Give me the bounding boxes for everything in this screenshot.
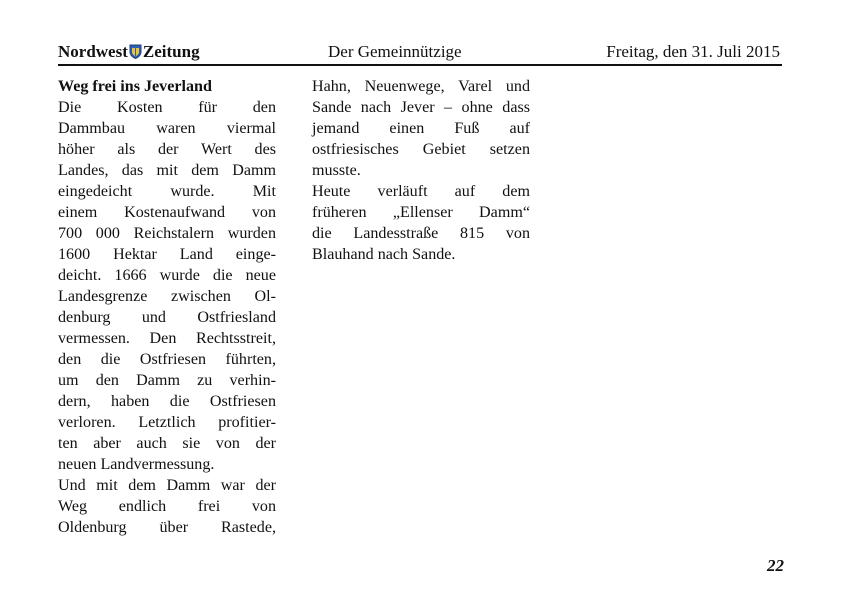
text-line: 700 000 Reichstalern wurden	[58, 225, 276, 242]
text-line: Oldenburg über Rastede,	[58, 519, 276, 536]
text-line: 1600 Hektar Land einge-	[58, 246, 276, 263]
article-title: Weg frei ins Jeverland	[58, 78, 212, 95]
text-line: ostfriesisches Gebiet setzen	[312, 141, 530, 158]
section-title: Der Gemeinnützige	[328, 42, 462, 61]
page-number: 22	[767, 556, 784, 575]
text-line: einem Kostenaufwand von	[58, 204, 276, 221]
text-line: jemand einen Fuß auf	[312, 120, 530, 137]
text-line: Hahn, Neuenwege, Varel und	[312, 78, 530, 95]
text-line: Die Kosten für den	[58, 99, 276, 116]
text-line: Weg endlich frei von	[58, 498, 276, 515]
masthead-left: Nordwest	[58, 42, 128, 61]
text-line: ten aber auch sie von der	[58, 435, 276, 452]
text-line: den die Ostfriesen führten,	[58, 351, 276, 368]
page-header	[58, 42, 782, 66]
masthead-right: Zeitung	[142, 42, 200, 61]
text-line: Und mit dem Damm war der	[58, 477, 276, 494]
text-line: Landesgrenze zwischen Ol-	[58, 288, 276, 305]
text-line: dern, haben die Ostfriesen	[58, 393, 276, 410]
text-line: vermessen. Den Rechtsstreit,	[58, 330, 276, 347]
text-line: Blauhand nach Sande.	[312, 246, 456, 263]
text-line: deicht. 1666 wurde die neue	[58, 267, 276, 284]
text-line: Heute verläuft auf dem	[312, 183, 530, 200]
article-column-2	[312, 76, 530, 265]
text-line: Dammbau waren viermal	[58, 120, 276, 137]
text-line: musste.	[312, 162, 361, 179]
text-line: neuen Landvermessung.	[58, 456, 215, 473]
crest-icon	[129, 44, 142, 59]
article-column-1	[58, 76, 276, 538]
text-line: eingedeicht wurde. Mit	[58, 183, 276, 200]
text-line: früheren „Ellenser Damm“	[312, 204, 530, 221]
issue-date: Freitag, den 31. Juli 2015	[606, 42, 780, 61]
text-line: verloren. Letztlich profitier-	[58, 414, 276, 431]
text-line: denburg und Ostfriesland	[58, 309, 276, 326]
text-line: Sande nach Jever – ohne dass	[312, 99, 530, 116]
text-line: höher als der Wert des	[58, 141, 276, 158]
masthead-logo	[58, 42, 200, 62]
text-line: Landes, das mit dem Damm	[58, 162, 276, 179]
text-line: um den Damm zu verhin-	[58, 372, 276, 389]
text-line: die Landesstraße 815 von	[312, 225, 530, 242]
